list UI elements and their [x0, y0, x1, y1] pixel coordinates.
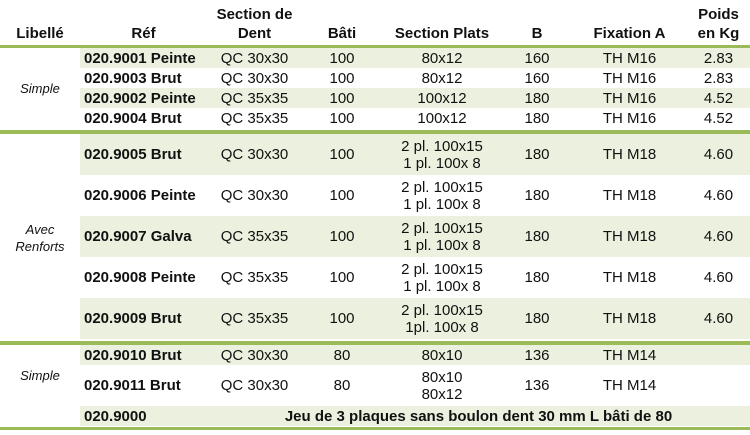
- cell-plats: 100x12: [417, 109, 467, 127]
- cell-b: 180: [524, 89, 550, 107]
- cell-b: 136: [524, 377, 550, 394]
- cell-ref: 020.9009 Brut: [84, 310, 182, 327]
- cell-poids: 4.60: [703, 146, 734, 163]
- header-fixation-text: Fixation A: [593, 25, 666, 42]
- cell-plats: 2 pl. 100x15 1pl. 100x 8: [401, 301, 483, 336]
- cell-dent: QC 30x30: [220, 69, 289, 87]
- cell-bati: 100: [329, 228, 355, 245]
- table-row: [0, 345, 750, 365]
- cell-dent: QC 35x35: [220, 89, 289, 107]
- table-row: [0, 108, 750, 128]
- cell-ref: 020.9000: [84, 407, 147, 425]
- group-label: Avec Renforts: [15, 221, 65, 254]
- cell-ref: 020.9007 Galva: [84, 228, 192, 245]
- cell-dent: QC 35x35: [220, 310, 289, 327]
- cell-fixation: TH M18: [602, 310, 657, 327]
- cell-poids: 4.60: [703, 310, 734, 327]
- header-b: [502, 0, 572, 45]
- cell-ref: 020.9001 Peinte: [84, 49, 196, 67]
- header-poids-line1: Poids: [698, 6, 739, 23]
- header-ref: [80, 0, 207, 45]
- cell-fixation: TH M18: [602, 146, 657, 163]
- cell-ref: 020.9011 Brut: [84, 377, 181, 394]
- header-bati: [302, 0, 382, 45]
- cell-fixation: TH M16: [602, 109, 657, 127]
- table-row: [0, 175, 750, 216]
- cell-bati: 80: [333, 377, 351, 394]
- table-row: [0, 134, 750, 175]
- header-section-dent: [207, 0, 302, 45]
- cell-ref: 020.9010 Brut: [84, 346, 182, 364]
- header-libelle: [0, 0, 80, 45]
- cell-dent: QC 30x30: [220, 49, 289, 67]
- cell-bati: 100: [329, 69, 355, 87]
- table-header: [0, 0, 750, 45]
- cell-poids: 2.83: [703, 49, 734, 67]
- cell-bati: 100: [329, 269, 355, 286]
- cell-description: Jeu de 3 plaques sans boulon dent 30 mm L bâti de 80: [284, 407, 673, 425]
- header-poids-line2: en Kg: [697, 25, 740, 42]
- cell-b: 180: [524, 187, 550, 204]
- cell-dent: QC 35x35: [220, 228, 289, 245]
- cell-poids: 2.83: [703, 69, 734, 87]
- cell-plats: 80x10 80x12: [421, 368, 463, 403]
- cell-bati: 100: [329, 310, 355, 327]
- cell-bati: 80: [333, 346, 351, 364]
- cell-fixation: TH M18: [602, 228, 657, 245]
- cell-plats: 80x12: [421, 69, 463, 87]
- cell-poids: 4.60: [703, 187, 734, 204]
- cell-ref: 020.9005 Brut: [84, 146, 182, 163]
- cell-fixation: TH M14: [602, 346, 657, 364]
- cell-bati: 100: [329, 146, 355, 163]
- header-section-plats: [382, 0, 502, 45]
- table-row-last: [0, 406, 750, 426]
- cell-b: 180: [524, 269, 550, 286]
- cell-poids: 4.60: [703, 269, 734, 286]
- cell-bati: 100: [329, 187, 355, 204]
- table-row: [0, 365, 750, 406]
- cell-b: 136: [524, 346, 550, 364]
- cell-poids: 4.52: [703, 89, 734, 107]
- cell-poids: [687, 365, 750, 406]
- cell-b: 160: [524, 49, 550, 67]
- table-row: [0, 257, 750, 298]
- cell-ref: 020.9006 Peinte: [84, 187, 196, 204]
- cell-dent: QC 35x35: [220, 269, 289, 286]
- cell-bati: 100: [329, 49, 355, 67]
- cell-plats: 2 pl. 100x15 1 pl. 100x 8: [401, 260, 483, 295]
- cell-fixation: TH M18: [602, 187, 657, 204]
- header-bati-text: Bâti: [327, 25, 357, 42]
- cell-plats: 100x12: [417, 89, 467, 107]
- cell-plats: 2 pl. 100x15 1 pl. 100x 8: [401, 178, 483, 213]
- cell-plats: 80x12: [421, 49, 463, 67]
- header-ref-text: Réf: [131, 25, 156, 42]
- cell-poids: 4.52: [703, 109, 734, 127]
- cell-ref: 020.9002 Peinte: [84, 89, 196, 107]
- header-section-dent-line1: Section de: [216, 6, 293, 23]
- header-section-dent-line2: Dent: [237, 25, 272, 42]
- cell-poids: [687, 345, 750, 365]
- cell-b: 160: [524, 69, 550, 87]
- cell-b: 180: [524, 146, 550, 163]
- cell-plats: 2 pl. 100x15 1 pl. 100x 8: [401, 219, 483, 254]
- table-row: [0, 298, 750, 339]
- cell-dent: QC 30x30: [220, 187, 289, 204]
- table-bottom-border: [0, 427, 750, 430]
- header-libelle-text: Libellé: [16, 25, 64, 42]
- cell-ref: 020.9003 Brut: [84, 69, 182, 87]
- group-label: Simple: [20, 368, 60, 383]
- cell-fixation: TH M16: [602, 69, 657, 87]
- header-b-text: B: [531, 25, 543, 42]
- header-fixation: [572, 0, 687, 45]
- cell-dent: QC 30x30: [220, 346, 289, 364]
- cell-fixation: TH M16: [602, 89, 657, 107]
- table-row: [0, 48, 750, 68]
- cell-plats: 2 pl. 100x15 1 pl. 100x 8: [401, 137, 483, 172]
- cell-dent: QC 30x30: [220, 377, 289, 394]
- header-section-plats-text: Section Plats: [394, 25, 490, 42]
- cell-ref: 020.9004 Brut: [84, 109, 182, 127]
- cell-bati: 100: [329, 89, 355, 107]
- cell-b: 180: [524, 228, 550, 245]
- cell-fixation: TH M18: [602, 269, 657, 286]
- table-row: [0, 88, 750, 108]
- cell-b: 180: [524, 310, 550, 327]
- group-label: Simple: [20, 80, 60, 96]
- cell-fixation: TH M14: [602, 377, 657, 394]
- cell-bati: 100: [329, 109, 355, 127]
- cell-ref: 020.9008 Peinte: [84, 269, 196, 286]
- cell-b: 180: [524, 109, 550, 127]
- cell-plats: 80x10: [421, 346, 463, 364]
- header-poids: [687, 0, 750, 45]
- table-row: [0, 68, 750, 88]
- cell-dent: QC 35x35: [220, 109, 289, 127]
- cell-dent: QC 30x30: [220, 146, 289, 163]
- table-row: [0, 216, 750, 257]
- cell-poids: 4.60: [703, 228, 734, 245]
- cell-fixation: TH M16: [602, 49, 657, 67]
